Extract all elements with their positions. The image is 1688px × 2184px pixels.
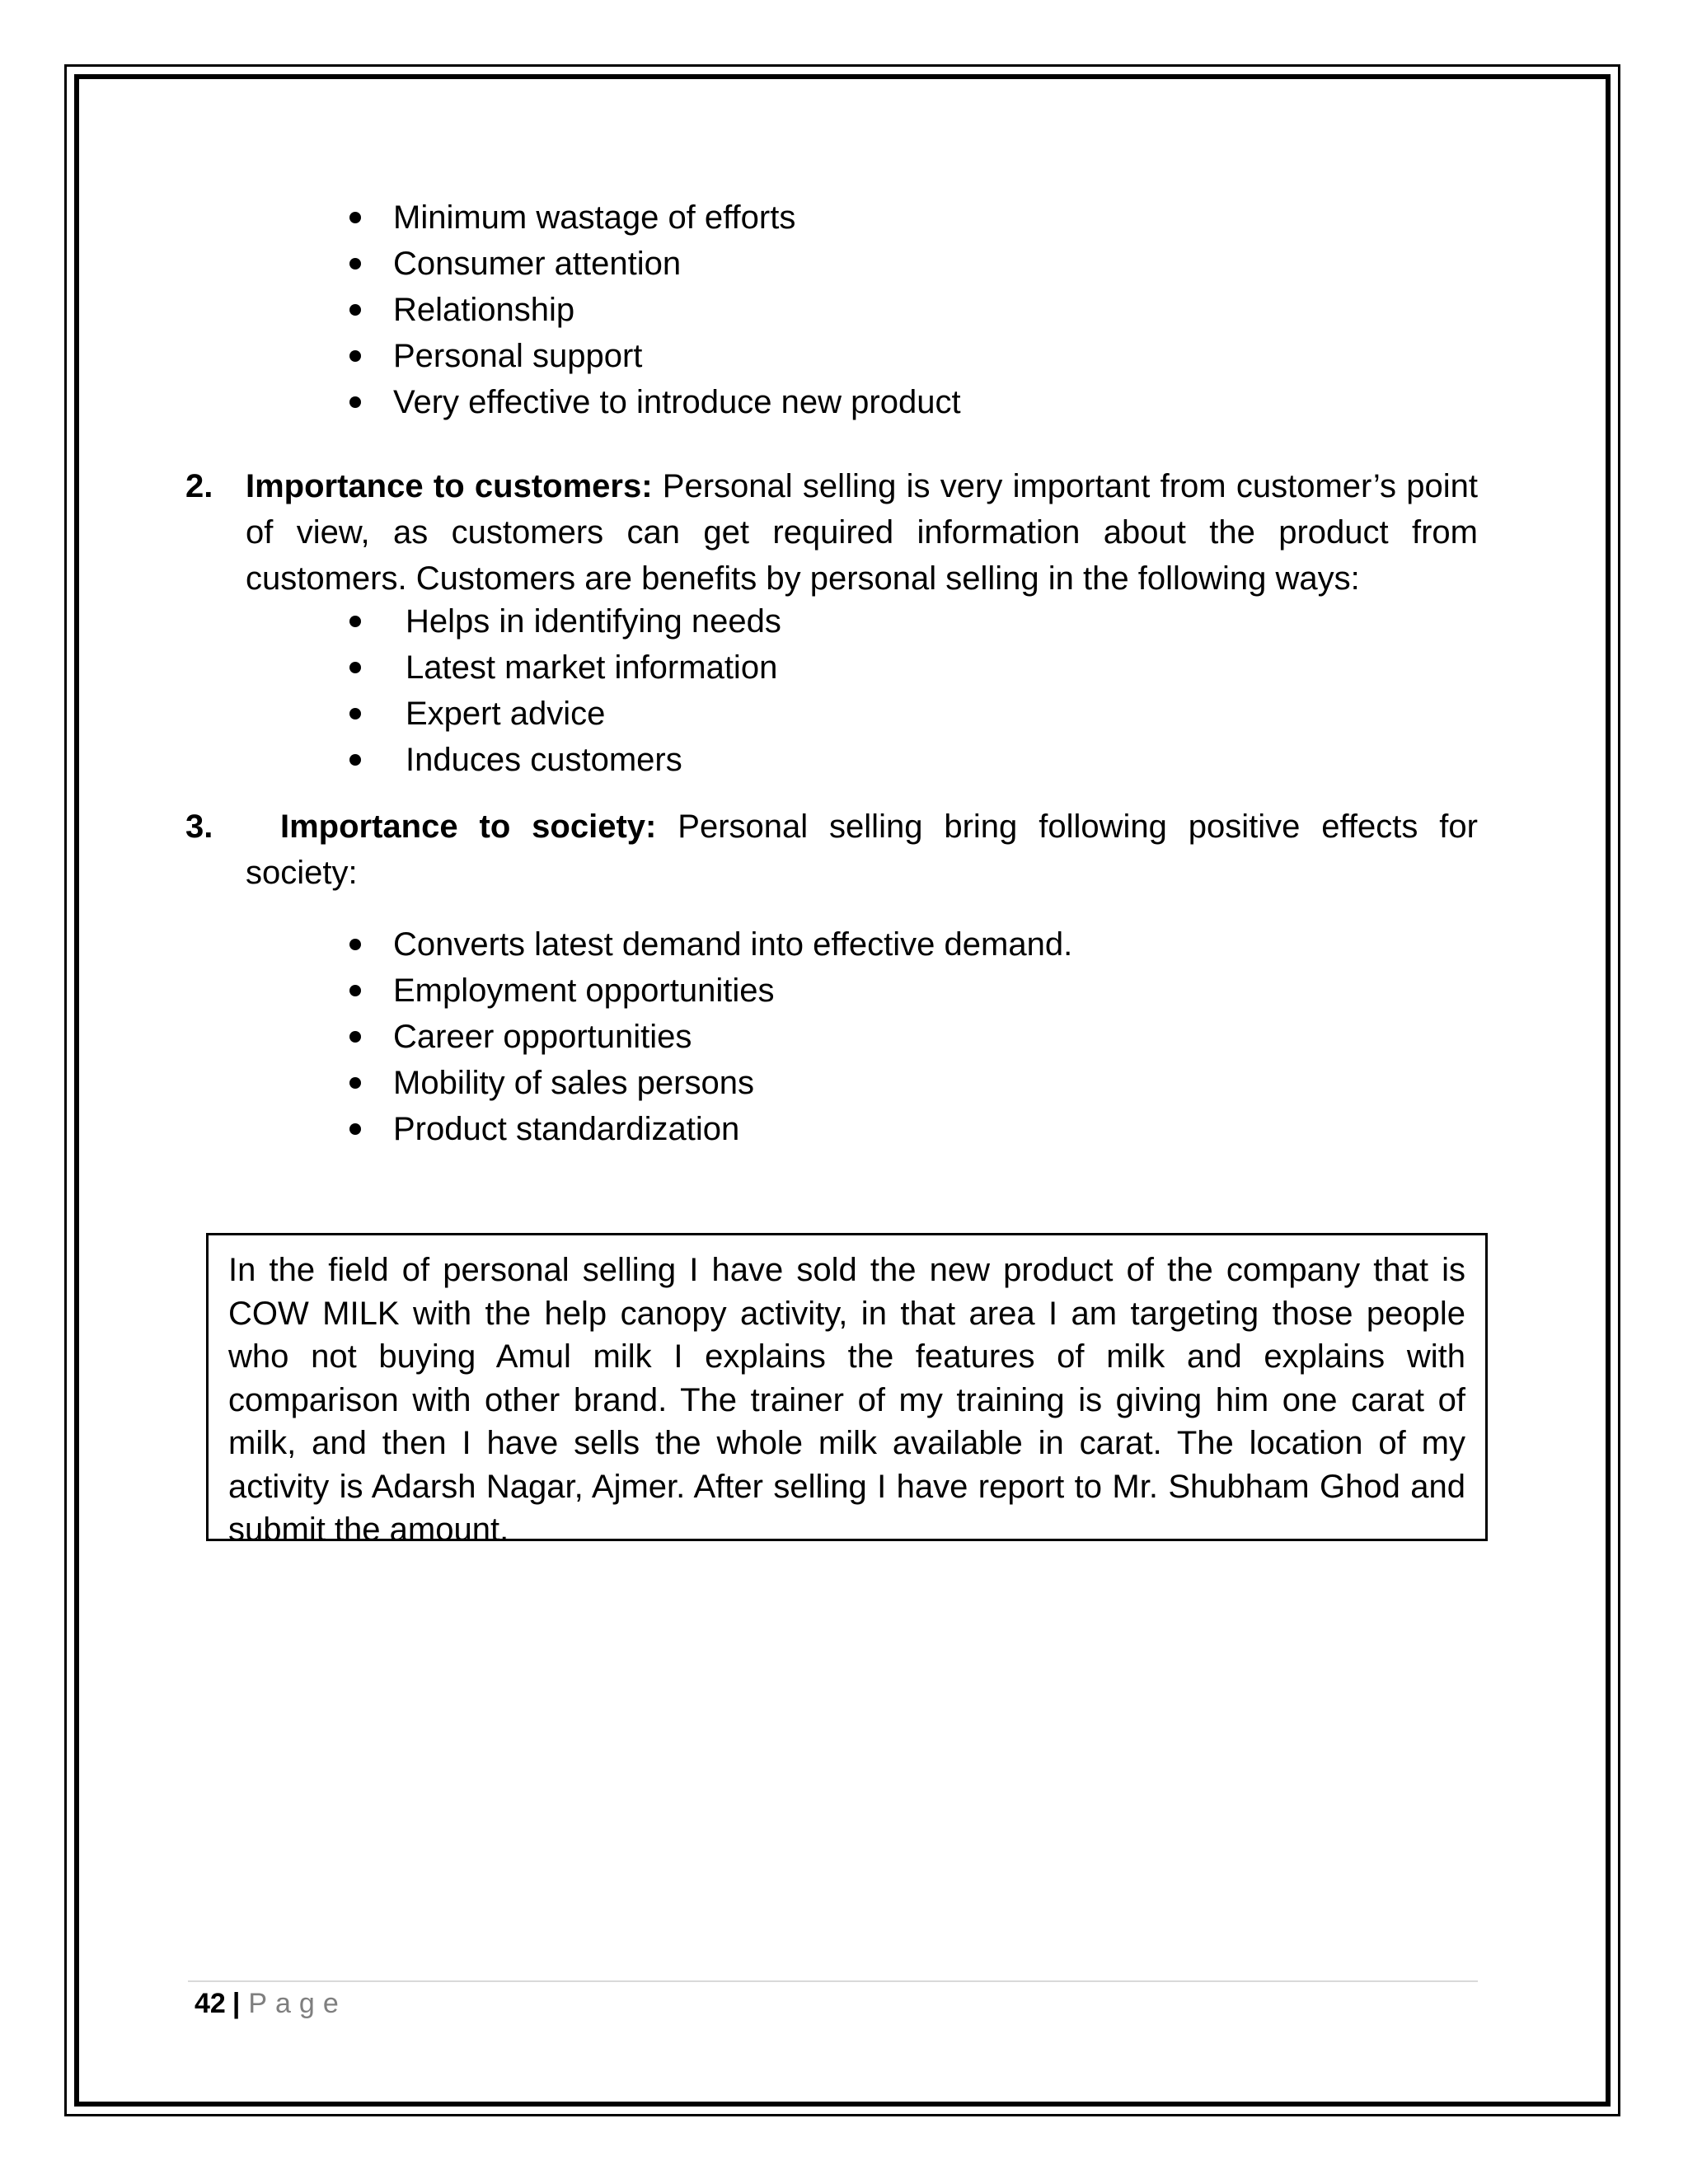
- list-item: Very effective to introduce new product: [393, 379, 961, 425]
- bullet-icon: [349, 708, 361, 719]
- list-item: Relationship: [393, 287, 961, 333]
- section-heading: Importance to customers:: [246, 468, 653, 504]
- section-importance-to-society: [185, 804, 1478, 896]
- list-item: Employment opportunities: [393, 968, 1072, 1014]
- footer-rule: [188, 1980, 1478, 1982]
- list-item: Mobility of sales persons: [393, 1060, 1072, 1106]
- list-item: Helps in identifying needs: [406, 598, 781, 644]
- list-item: Induces customers: [406, 737, 781, 783]
- top-bullet-list: [393, 194, 961, 425]
- activity-note-text: In the field of personal selling I have sold the new product of the company that is COW MILK with the help canopy activity, in that area I am targeting those people who not buying Amul milk I explains the features of milk and explains with comparison with other brand. The trainer of my training is giving him one carat of milk, and then I have sells the whole milk available in carat. The location of my activity is Adarsh Nagar, Ajmer. After selling I have report to Mr. Shubham Ghod and submit the amount.: [228, 1252, 1465, 1548]
- customers-bullet-list: [406, 598, 781, 783]
- section-body: Personal selling is very important from customer’s point of view, as customers can get required information about the product from customers. Customers are benefits by personal selling in the following ways:: [246, 468, 1479, 597]
- list-item: Product standardization: [393, 1106, 1072, 1152]
- bullet-icon: [349, 304, 361, 316]
- section-number: 3.: [185, 808, 213, 845]
- bullet-icon: [349, 754, 361, 766]
- footer-separator: |: [232, 1988, 241, 2019]
- list-item: Career opportunities: [393, 1014, 1072, 1060]
- bullet-icon: [349, 396, 361, 408]
- section-number: 2.: [185, 468, 213, 504]
- bullet-icon: [349, 939, 361, 950]
- list-item: Expert advice: [406, 691, 781, 737]
- section-importance-to-customers: [185, 463, 1479, 602]
- list-item: Personal support: [393, 333, 961, 379]
- bullet-icon: [349, 350, 361, 362]
- bullet-icon: [349, 662, 361, 673]
- activity-note-box: [206, 1233, 1488, 1548]
- list-item: Converts latest demand into effective demand.: [393, 921, 1072, 968]
- bullet-icon: [349, 1123, 361, 1135]
- page-footer: [195, 1983, 347, 2024]
- bullet-icon: [349, 1077, 361, 1089]
- section-body: Personal selling bring following positive effects for society:: [246, 808, 1478, 891]
- page-number: 42: [195, 1988, 226, 2019]
- list-item: Minimum wastage of efforts: [393, 194, 961, 241]
- bullet-icon: [349, 1031, 361, 1043]
- section-heading: Importance to society:: [280, 808, 657, 845]
- page-label: Page: [248, 1988, 347, 2019]
- bullet-icon: [349, 985, 361, 996]
- bullet-icon: [349, 258, 361, 269]
- list-item: Latest market information: [406, 644, 781, 691]
- bullet-icon: [349, 616, 361, 627]
- list-item: Consumer attention: [393, 241, 961, 287]
- society-bullet-list: [393, 921, 1072, 1152]
- bullet-icon: [349, 212, 361, 223]
